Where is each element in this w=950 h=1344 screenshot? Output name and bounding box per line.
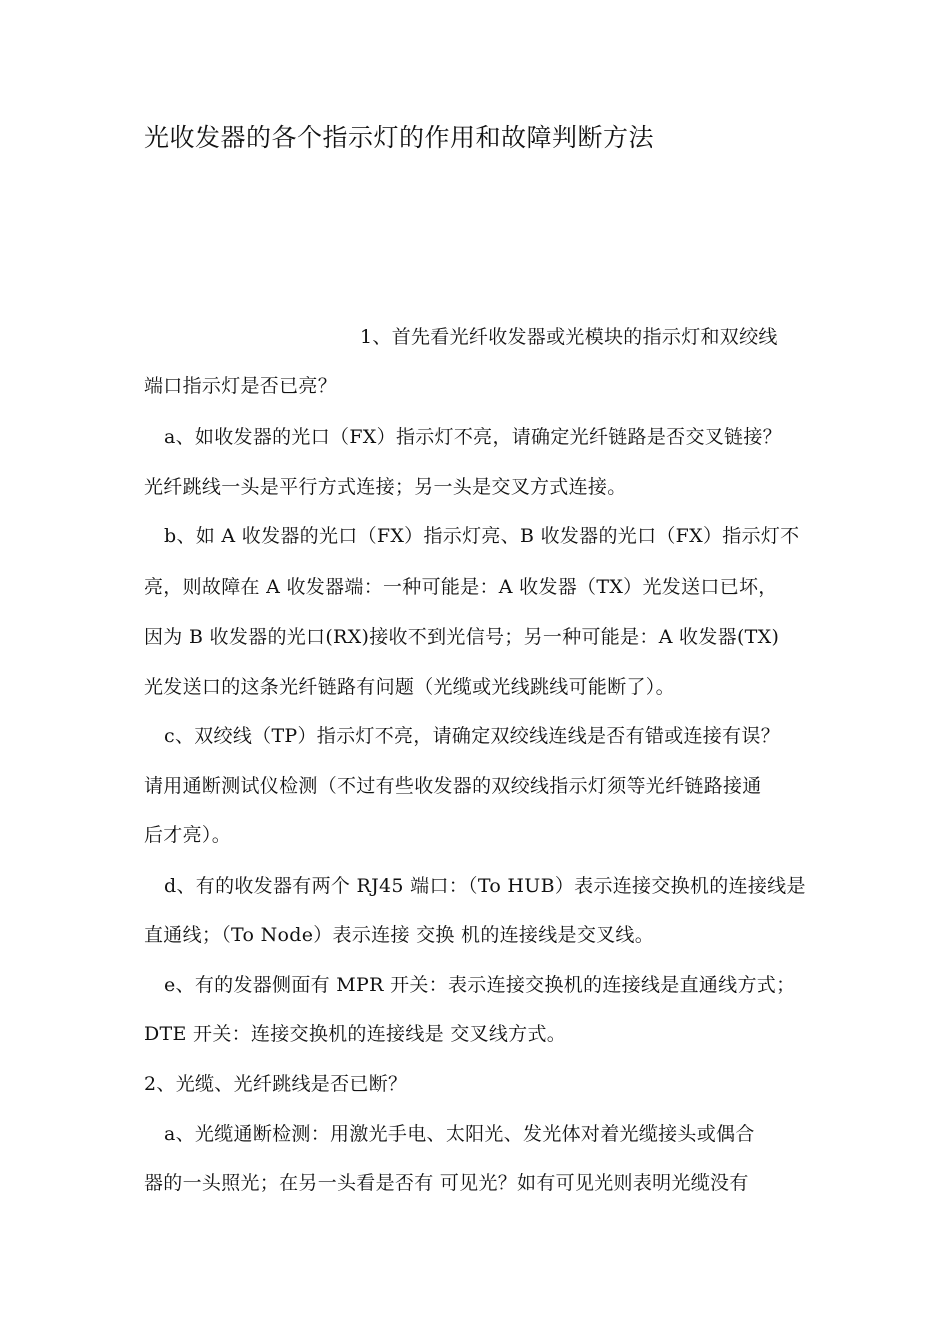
paragraph-line: 1、首先看光纤收发器或光模块的指示灯和双绞线 [360,326,778,348]
paragraph-line: 光发送口的这条光纤链路有问题（光缆或光线跳线可能断了）。 [144,676,675,698]
paragraph-line: 器的一头照光；在另一头看是否有 可见光？如有可见光则表明光缆没有 [144,1172,749,1194]
paragraph-line: 直通线；（To Node）表示连接 交换 机的连接线是交叉线。 [144,924,655,946]
paragraph-line: a、如收发器的光口（FX）指示灯不亮，请确定光纤链路是否交叉链接？ [164,426,782,448]
paragraph-line: 因为 B 收发器的光口(RX)接收不到光信号；另一种可能是：A 收发器(TX) [144,626,780,648]
paragraph-line: 请用通断测试仪检测（不过有些收发器的双绞线指示灯须等光纤链路接通 [144,775,762,797]
paragraph-line: 光纤跳线一头是平行方式连接；另一头是交叉方式连接。 [144,476,627,498]
paragraph-line: 2、光缆、光纤跳线是否已断？ [144,1073,408,1095]
paragraph-line: e、有的发器侧面有 MPR 开关：表示连接交换机的连接线是直通线方式； [164,974,796,996]
paragraph-line: 端口指示灯是否已亮？ [144,375,338,397]
document-title: 光收发器的各个指示灯的作用和故障判断方法 [144,123,655,152]
paragraph-line: c、双绞线（TP）指示灯不亮，请确定双绞线连线是否有错或连接有误？ [164,725,780,747]
paragraph-line: 后才亮）。 [144,824,232,846]
paragraph-line: DTE 开关：连接交换机的连接线是 交叉线方式。 [144,1023,567,1045]
paragraph-line: 亮，则故障在 A 收发器端：一种可能是：A 收发器（TX）光发送口已坏， [144,576,778,598]
paragraph-line: a、光缆通断检测：用激光手电、太阳光、发光体对着光缆接头或偶合 [164,1123,755,1145]
paragraph-line: b、如 A 收发器的光口（FX）指示灯亮、B 收发器的光口（FX）指示灯不 [164,525,800,547]
paragraph-line: d、有的收发器有两个 RJ45 端口：（To HUB）表示连接交换机的连接线是 [164,875,806,897]
